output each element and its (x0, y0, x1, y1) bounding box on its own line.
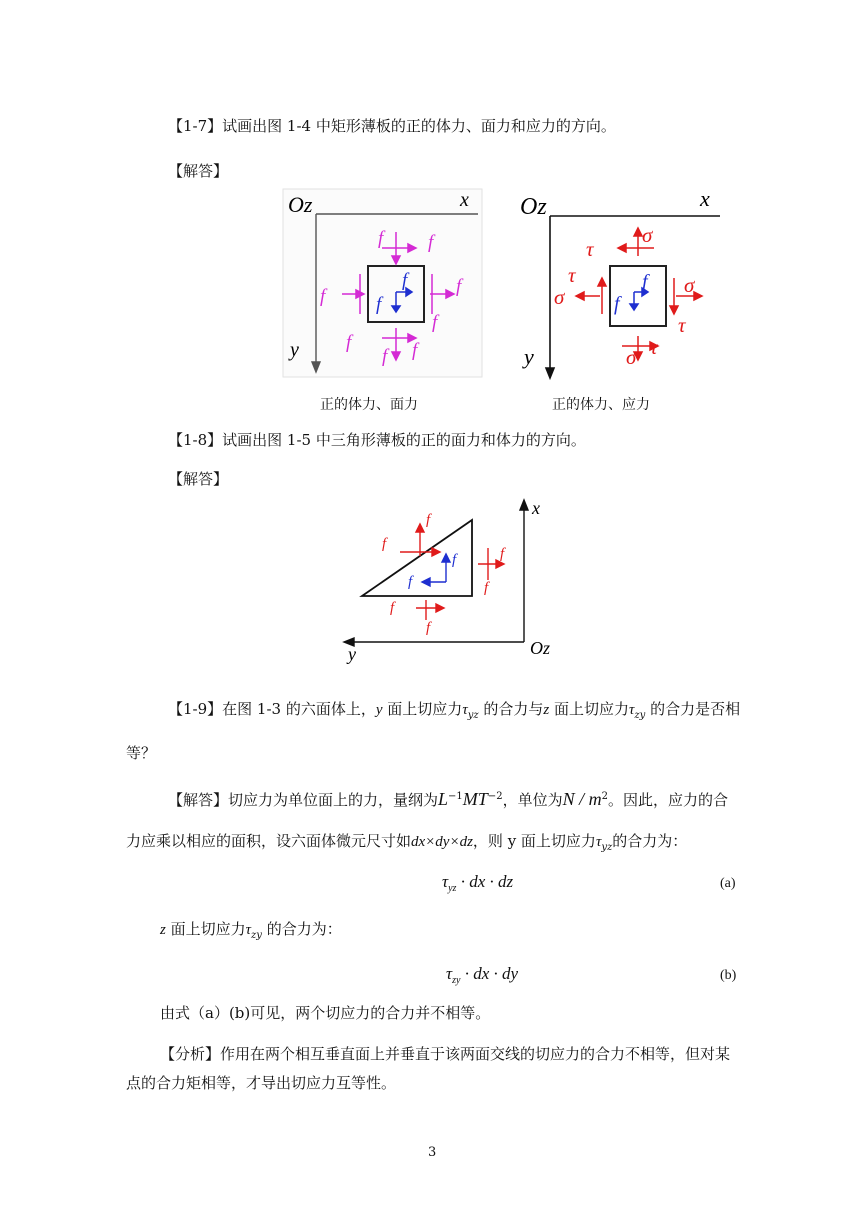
question-tag: 【1-7】 (168, 117, 223, 135)
text-segment: 的合力是否相 (645, 700, 741, 718)
analysis-line2: 点的合力矩相等，才导出切应力互等性。 (126, 1074, 397, 1092)
question-1-9-cont: 等？ (126, 744, 157, 762)
var-z: z (160, 922, 166, 938)
svg-text:f: f (642, 271, 648, 293)
svg-text:f: f (426, 512, 431, 528)
svg-text:f: f (412, 340, 418, 361)
svg-text:f: f (614, 293, 620, 315)
subscript: zy (452, 975, 461, 986)
equation-body: · dx · dz (460, 872, 514, 891)
svg-text:f: f (432, 312, 438, 333)
caption-right: 正的体力、应力 (552, 397, 650, 413)
svg-text:τ: τ (678, 313, 686, 337)
axis-y-label: y (290, 339, 299, 361)
svg-text:f: f (390, 600, 395, 616)
text-segment: ，单位为 (502, 791, 563, 809)
figure-triangle-plate (340, 496, 560, 664)
answer-1-9-line2 (126, 830, 687, 859)
text-segment: 面上切应力 (549, 700, 630, 718)
axis-y-label: y (348, 644, 356, 664)
svg-text:σ: σ (642, 223, 653, 247)
equation-b (446, 964, 518, 986)
tau-symbol: τ (595, 834, 602, 850)
text-segment: 的合力为： (612, 832, 688, 850)
svg-text:σ: σ (554, 285, 565, 309)
question-text: 试画出图 1-4 中矩形薄板的正的体力、面力和应力的方向。 (222, 117, 616, 135)
conclusion: 由式（a）(b)可见，两个切应力的合力并不相等。 (160, 1004, 491, 1022)
svg-text:f: f (376, 294, 382, 315)
svg-text:f: f (320, 286, 326, 307)
dim-l: L (438, 789, 449, 809)
var-y: y (375, 702, 383, 718)
text-segment: 。因此，应力的合 (607, 791, 728, 809)
svg-text:σ: σ (626, 345, 637, 369)
svg-text:f: f (452, 552, 457, 568)
svg-text:τ: τ (568, 263, 576, 287)
question-tag: 【1-8】 (168, 431, 223, 449)
answer-1-9-line1 (168, 786, 728, 811)
svg-text:f: f (408, 574, 413, 590)
svg-text:f: f (500, 546, 505, 562)
answer-label: 【解答】 (168, 470, 229, 488)
page-number: 3 (428, 1145, 437, 1160)
figure-rect-plate-surface-forces (282, 188, 484, 380)
text-segment: 切应力为单位面上的力，量纲为 (228, 791, 439, 809)
subscript-yz: yz (601, 842, 613, 853)
tau-symbol: τ (442, 872, 449, 891)
svg-text:f: f (456, 276, 462, 297)
subscript-zy: zy (634, 710, 646, 721)
figure-rect-plate-stresses (514, 186, 728, 386)
analysis-tag: 【分析】 (160, 1045, 221, 1063)
unit: N / m (562, 789, 602, 809)
svg-text:f: f (484, 580, 489, 596)
svg-text:f: f (378, 228, 384, 249)
dim-exp2: −2 (487, 791, 503, 802)
unit-exp: 2 (601, 791, 608, 802)
answer-label: 【解答】 (168, 162, 229, 180)
question-text: 试画出图 1-5 中三角形薄板的正的面力和体力的方向。 (222, 431, 586, 449)
answer-tag: 【解答】 (168, 791, 229, 809)
svg-text:f: f (402, 270, 408, 291)
svg-text:σ: σ (684, 273, 695, 297)
text-segment: 作用在两个相互垂直面上并垂直于该两面交线的切应力的合力不相等，但对某 (220, 1045, 731, 1063)
axis-oz-label: Oz (288, 192, 313, 217)
axis-oz-label: Oz (520, 194, 547, 220)
equation-a-label: (a) (720, 876, 736, 891)
axis-x-label: x (460, 189, 469, 211)
tau-symbol: τ (245, 922, 251, 938)
tau-symbol: τ (629, 702, 635, 718)
var-z: z (543, 702, 550, 718)
subscript-zy: zy (251, 930, 262, 941)
analysis-line1 (160, 1043, 730, 1065)
subscript: yz (448, 883, 457, 894)
question-1-8 (168, 429, 586, 451)
text-segment: 面上切应力 (165, 920, 246, 938)
svg-text:f: f (346, 332, 352, 353)
question-1-9 (168, 698, 740, 727)
svg-text:f: f (426, 620, 431, 636)
z-face-line (160, 918, 342, 947)
dim-exp1: −1 (448, 791, 463, 802)
text-segment: 的合力与 (478, 700, 544, 718)
caption-left: 正的体力、面力 (320, 397, 418, 413)
axis-x-label: x (700, 186, 710, 211)
text-segment: 力应乘以相应的面积，设六面体微元尺寸如 (126, 832, 412, 850)
axis-oz-label: Oz (530, 638, 551, 658)
svg-text:τ: τ (586, 237, 594, 261)
tau-symbol: τ (446, 964, 453, 983)
question-1-7 (168, 115, 616, 137)
equation-b-label: (b) (720, 968, 737, 983)
text-segment: ，则 y 面上切应力 (472, 832, 596, 850)
subscript-yz: yz (467, 710, 479, 721)
text-segment: 在图 1-3 的六面体上， (222, 700, 376, 718)
axis-x-label: x (532, 498, 540, 518)
question-tag: 【1-9】 (168, 700, 223, 718)
text-segment: 面上切应力 (382, 700, 463, 718)
svg-text:f: f (428, 232, 434, 253)
dim-mt: MT (462, 789, 488, 809)
equation-body: · dx · dy (464, 964, 519, 983)
svg-text:f: f (382, 536, 387, 552)
svg-text:τ: τ (650, 335, 658, 359)
text-segment: 的合力为： (261, 920, 342, 938)
axis-y-label: y (524, 344, 534, 369)
svg-text:f: f (382, 346, 388, 367)
tau-symbol: τ (462, 702, 468, 718)
dims: dx×dy×dz (411, 834, 473, 850)
equation-a (442, 872, 513, 894)
